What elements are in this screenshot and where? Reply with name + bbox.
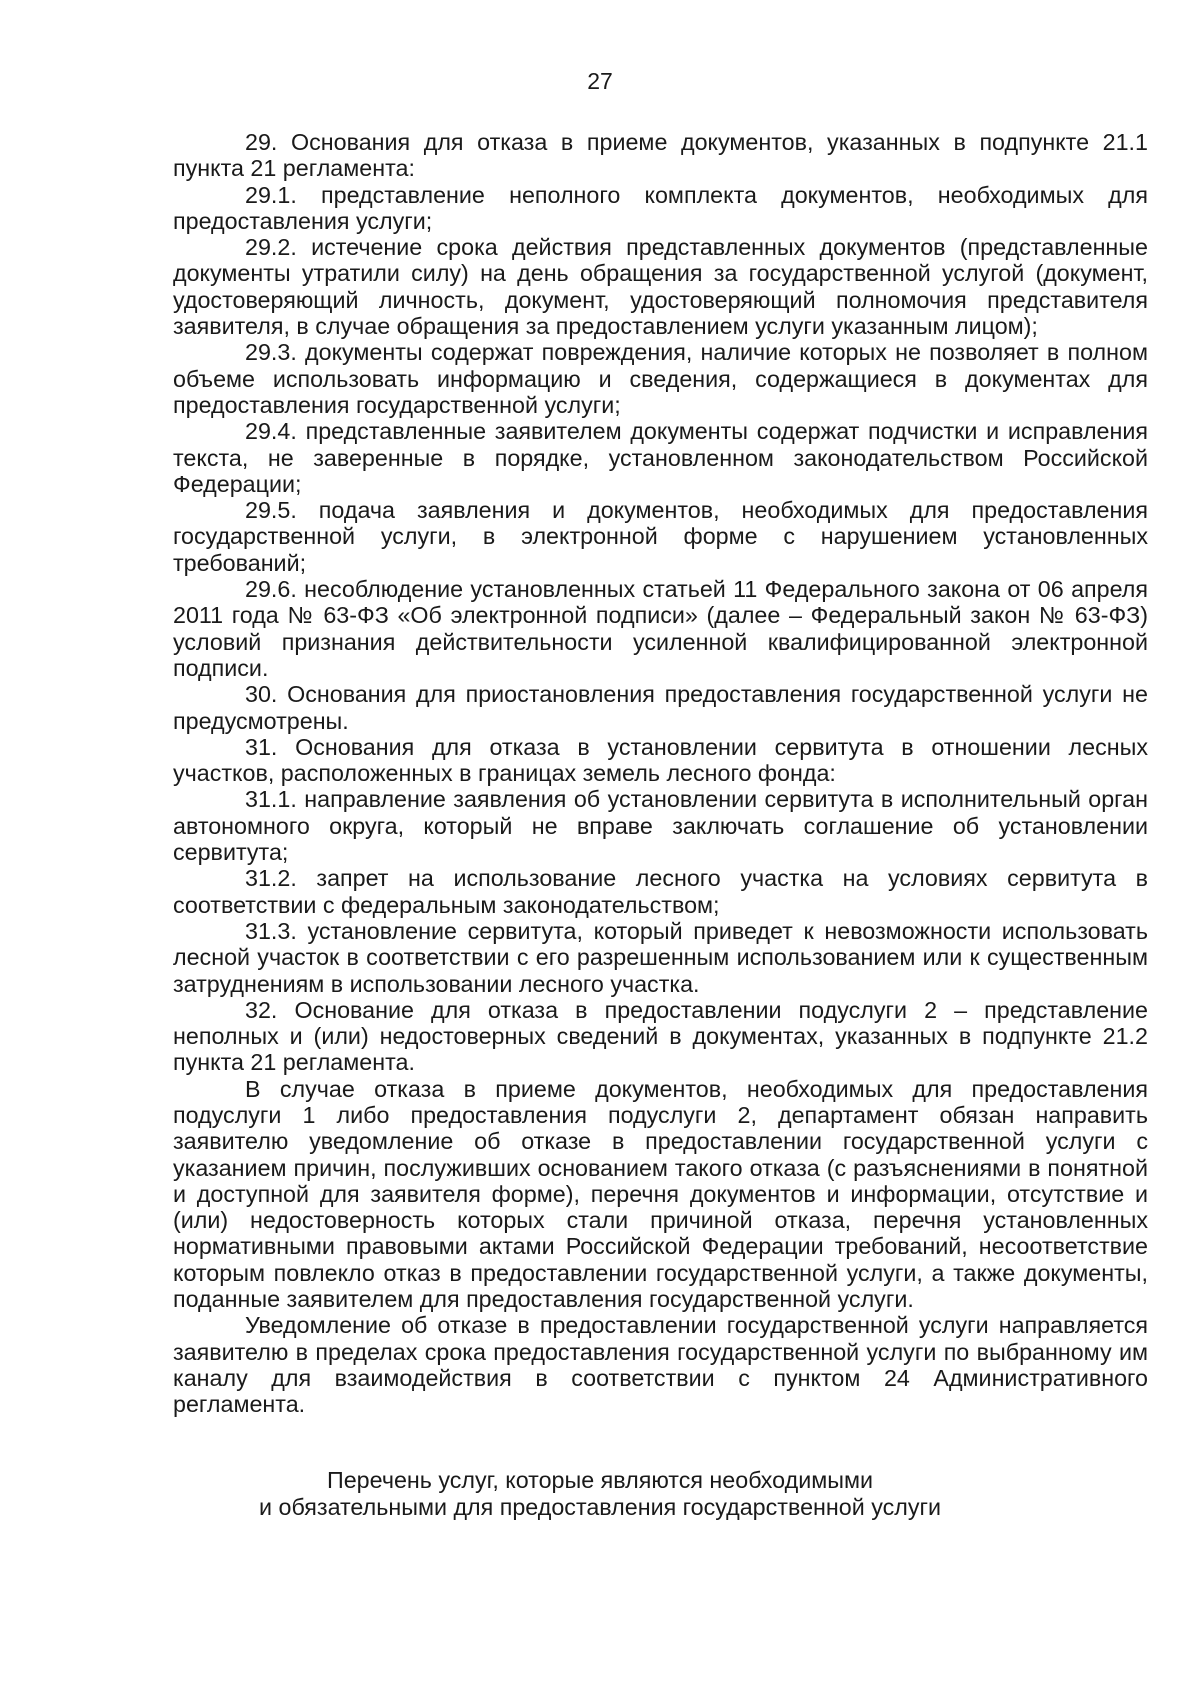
paragraph-29-1: 29.1. представление неполного комплекта документов, необходимых для предоставления услуги; (173, 181, 1148, 234)
paragraph-31: 31. Основания для отказа в установлении сервитута в отношении лесных участков, расположенных в границах земель лесного фонда: (173, 733, 1148, 787)
paragraph-29-2: 29.2. истечение срока действия представленных документов (представленные документы утратили силу) на день обращения за государственной услугой (документ, удостоверяющий личность, документ, удостоверяющий полномочия представителя заявителя, в случае обращения за предоставлением услуги указанным лицом); (173, 234, 1148, 340)
paragraph-29-4: 29.4. представленные заявителем документы содержат подчистки и исправления текста, не заверенные в порядке, установленном законодательством Российской Федерации; (173, 418, 1148, 497)
paragraph-31-2: 31.2. запрет на использование лесного участка на условиях сервитута в соответствии с федеральным законодательством; (173, 865, 1148, 918)
paragraph-29-6: 29.6. несоблюдение установленных статьей 11 Федерального закона от 06 апреля 2011 года № 63-ФЗ «Об электронной подписи» (далее – Федеральный закон № 63-ФЗ) условий признания действительности усиленной квалифицированной электронной подписи. (173, 576, 1148, 681)
paragraph-notification: Уведомление об отказе в предоставлении государственной услуги направляется заявителю в пределах срока предоставления государственной услуги по выбранному им каналу для взаимодействия в соответствии с пунктом 24 Административного регламента. (173, 1312, 1148, 1418)
section-heading-line-2: и обязательными для предоставления государственной услуги (259, 1494, 941, 1520)
section-heading-line-1: Перечень услуг, которые являются необходимыми (326, 1467, 874, 1493)
body-text (173, 129, 1148, 1418)
paragraph-31-3: 31.3. установление сервитута, который приведет к невозможности использовать лесной участок в соответствии с его разрешенным использованием или к существенным затруднениям в использовании лесного участка. (173, 917, 1148, 997)
paragraph-32: 32. Основание для отказа в предоставлении подуслуги 2 – представление неполных и (или) недостоверных сведений в документах, указанных в подпункте 21.2 пункта 21 регламента. (173, 996, 1148, 1076)
paragraph-31-1: 31.1. направление заявления об установлении сервитута в исполнительный орган автономного округа, который не вправе заключать соглашение об установлении сервитута; (173, 786, 1148, 866)
section-heading (0, 1467, 1200, 1521)
paragraph-29: 29. Основания для отказа в приеме документов, указанных в подпункте 21.1 пункта 21 регламента: (173, 129, 1148, 182)
paragraph-29-3: 29.3. документы содержат повреждения, наличие которых не позволяет в полном объеме использовать информацию и сведения, содержащиеся в документах для предоставления государственной услуги; (173, 339, 1148, 418)
paragraph-refusal-notice: В случае отказа в приеме документов, необходимых для предоставления подуслуги 1 либо предоставления подуслуги 2, департамент обязан направить заявителю уведомление об отказе в предоставлении государственной услуги с указанием причин, послуживших основанием такого отказа (с разъяснениями в понятной и доступной для заявителя форме), перечня документов и информации, отсутствие и (или) недостоверность которых стали причиной отказа, перечня установленных нормативными правовыми актами Российской Федерации требований, несоответствие которым повлекло отказ в предоставлении государственной услуги, а также документы, поданные заявителем для предоставления государственной услуги. (173, 1075, 1148, 1313)
page-number: 27 (587, 68, 613, 94)
paragraph-30: 30. Основания для приостановления предоставления государственной услуги не предусмотрены. (173, 681, 1148, 734)
paragraph-29-5: 29.5. подача заявления и документов, необходимых для предоставления государственной услуги, в электронной форме с нарушением установленных требований; (173, 497, 1148, 576)
